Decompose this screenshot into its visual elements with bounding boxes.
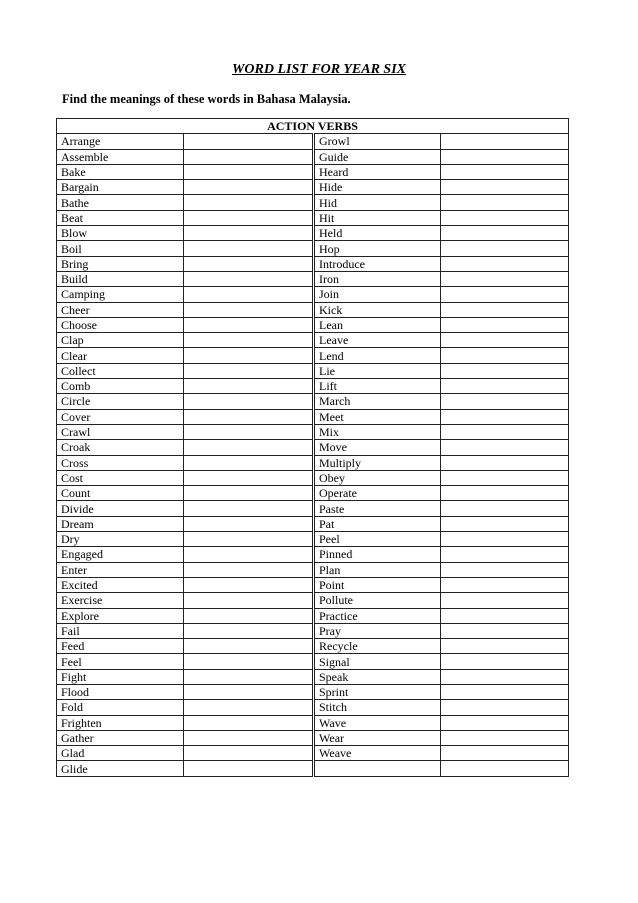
- table-row: [57, 271, 569, 286]
- right-meaning-cell: [441, 654, 569, 669]
- right-word-cell: Held: [314, 226, 441, 241]
- left-meaning-cell: [184, 486, 314, 501]
- right-meaning-cell: [441, 302, 569, 317]
- table-row: [57, 501, 569, 516]
- left-meaning-cell: [184, 379, 314, 394]
- left-meaning-cell: [184, 424, 314, 439]
- left-word-cell: Clap: [57, 333, 184, 348]
- right-meaning-cell: [441, 639, 569, 654]
- right-word-cell: Lean: [314, 317, 441, 332]
- table-row: [57, 333, 569, 348]
- right-meaning-cell: [441, 684, 569, 699]
- table-row: [57, 684, 569, 699]
- table-row: [57, 654, 569, 669]
- right-meaning-cell: [441, 180, 569, 195]
- table-row: [57, 210, 569, 225]
- left-word-cell: Beat: [57, 210, 184, 225]
- right-meaning-cell: [441, 547, 569, 562]
- left-word-cell: Frighten: [57, 715, 184, 730]
- table-row: [57, 700, 569, 715]
- table-row: [57, 302, 569, 317]
- right-word-cell: Sprint: [314, 684, 441, 699]
- right-meaning-cell: [441, 287, 569, 302]
- left-meaning-cell: [184, 363, 314, 378]
- table-row: [57, 424, 569, 439]
- right-meaning-cell: [441, 195, 569, 210]
- right-word-cell: Recycle: [314, 639, 441, 654]
- left-meaning-cell: [184, 516, 314, 531]
- left-meaning-cell: [184, 164, 314, 179]
- right-word-cell: Lend: [314, 348, 441, 363]
- right-word-cell: Introduce: [314, 256, 441, 271]
- right-word-cell: Hop: [314, 241, 441, 256]
- right-meaning-cell: [441, 409, 569, 424]
- left-word-cell: Fail: [57, 623, 184, 638]
- left-word-cell: Clear: [57, 348, 184, 363]
- left-meaning-cell: [184, 470, 314, 485]
- left-word-cell: Camping: [57, 287, 184, 302]
- right-meaning-cell: [441, 271, 569, 286]
- table-row: [57, 547, 569, 562]
- left-meaning-cell: [184, 440, 314, 455]
- table-row: [57, 470, 569, 485]
- table-row: [57, 348, 569, 363]
- left-meaning-cell: [184, 715, 314, 730]
- right-word-cell: Hide: [314, 180, 441, 195]
- right-word-cell: Iron: [314, 271, 441, 286]
- left-word-cell: Exercise: [57, 593, 184, 608]
- left-word-cell: Choose: [57, 317, 184, 332]
- right-meaning-cell: [441, 486, 569, 501]
- left-meaning-cell: [184, 684, 314, 699]
- right-word-cell: March: [314, 394, 441, 409]
- table-row: [57, 180, 569, 195]
- table-row: [57, 241, 569, 256]
- right-word-cell: Meet: [314, 409, 441, 424]
- right-meaning-cell: [441, 348, 569, 363]
- right-word-cell: Practice: [314, 608, 441, 623]
- right-word-cell: Heard: [314, 164, 441, 179]
- left-word-cell: Excited: [57, 577, 184, 592]
- right-word-cell: Pray: [314, 623, 441, 638]
- right-meaning-cell: [441, 623, 569, 638]
- right-meaning-cell: [441, 669, 569, 684]
- left-word-cell: Assemble: [57, 149, 184, 164]
- right-meaning-cell: [441, 440, 569, 455]
- right-word-cell: Wave: [314, 715, 441, 730]
- table-row: [57, 149, 569, 164]
- left-word-cell: Fight: [57, 669, 184, 684]
- left-word-cell: Croak: [57, 440, 184, 455]
- left-meaning-cell: [184, 608, 314, 623]
- table-row: [57, 486, 569, 501]
- left-word-cell: Build: [57, 271, 184, 286]
- left-word-cell: Comb: [57, 379, 184, 394]
- table-row: [57, 164, 569, 179]
- left-meaning-cell: [184, 226, 314, 241]
- left-meaning-cell: [184, 394, 314, 409]
- right-meaning-cell: [441, 715, 569, 730]
- left-meaning-cell: [184, 547, 314, 562]
- word-rows: [57, 134, 569, 776]
- left-word-cell: Blow: [57, 226, 184, 241]
- left-meaning-cell: [184, 501, 314, 516]
- right-meaning-cell: [441, 761, 569, 776]
- left-word-cell: Circle: [57, 394, 184, 409]
- left-word-cell: Cover: [57, 409, 184, 424]
- left-word-cell: Explore: [57, 608, 184, 623]
- left-meaning-cell: [184, 195, 314, 210]
- table-row: [57, 562, 569, 577]
- table-row: [57, 134, 569, 149]
- right-word-cell: Growl: [314, 134, 441, 149]
- left-meaning-cell: [184, 409, 314, 424]
- right-word-cell: Obey: [314, 470, 441, 485]
- left-word-cell: Crawl: [57, 424, 184, 439]
- right-meaning-cell: [441, 608, 569, 623]
- right-meaning-cell: [441, 746, 569, 761]
- table-row: [57, 379, 569, 394]
- table-row: [57, 317, 569, 332]
- left-meaning-cell: [184, 348, 314, 363]
- left-meaning-cell: [184, 746, 314, 761]
- left-meaning-cell: [184, 562, 314, 577]
- right-word-cell: Join: [314, 287, 441, 302]
- table-row: [57, 639, 569, 654]
- left-word-cell: Glad: [57, 746, 184, 761]
- left-word-cell: Arrange: [57, 134, 184, 149]
- right-word-cell: Hid: [314, 195, 441, 210]
- left-meaning-cell: [184, 639, 314, 654]
- right-word-cell: Guide: [314, 149, 441, 164]
- left-word-cell: Collect: [57, 363, 184, 378]
- left-meaning-cell: [184, 532, 314, 547]
- left-meaning-cell: [184, 302, 314, 317]
- table-row: [57, 730, 569, 745]
- left-meaning-cell: [184, 134, 314, 149]
- right-meaning-cell: [441, 226, 569, 241]
- left-meaning-cell: [184, 180, 314, 195]
- left-word-cell: Fold: [57, 700, 184, 715]
- right-word-cell: Multiply: [314, 455, 441, 470]
- right-meaning-cell: [441, 730, 569, 745]
- left-word-cell: Dry: [57, 532, 184, 547]
- table-row: [57, 608, 569, 623]
- page-title: WORD LIST FOR YEAR SIX: [231, 62, 406, 77]
- left-meaning-cell: [184, 700, 314, 715]
- left-word-cell: Gather: [57, 730, 184, 745]
- table-row: [57, 669, 569, 684]
- table-header: ACTION VERBS: [57, 119, 569, 134]
- right-meaning-cell: [441, 256, 569, 271]
- left-meaning-cell: [184, 577, 314, 592]
- right-meaning-cell: [441, 470, 569, 485]
- table-row: [57, 746, 569, 761]
- table-row: [57, 195, 569, 210]
- left-word-cell: Feed: [57, 639, 184, 654]
- left-meaning-cell: [184, 654, 314, 669]
- table-row: [57, 226, 569, 241]
- table-row: [57, 287, 569, 302]
- left-meaning-cell: [184, 210, 314, 225]
- table-row: [57, 761, 569, 776]
- left-word-cell: Enter: [57, 562, 184, 577]
- left-word-cell: Bargain: [57, 180, 184, 195]
- right-meaning-cell: [441, 149, 569, 164]
- right-meaning-cell: [441, 593, 569, 608]
- table-row: [57, 394, 569, 409]
- right-word-cell: Lie: [314, 363, 441, 378]
- table-row: [57, 516, 569, 531]
- word-table: [56, 118, 569, 777]
- table-row: [57, 715, 569, 730]
- left-meaning-cell: [184, 455, 314, 470]
- left-word-cell: Divide: [57, 501, 184, 516]
- table-row: [57, 409, 569, 424]
- right-word-cell: Weave: [314, 746, 441, 761]
- table-row: [57, 455, 569, 470]
- right-word-cell: Stitch: [314, 700, 441, 715]
- right-word-cell: Hit: [314, 210, 441, 225]
- left-meaning-cell: [184, 593, 314, 608]
- left-word-cell: Bathe: [57, 195, 184, 210]
- right-meaning-cell: [441, 241, 569, 256]
- right-meaning-cell: [441, 134, 569, 149]
- right-word-cell: Pinned: [314, 547, 441, 562]
- right-word-cell: Mix: [314, 424, 441, 439]
- left-meaning-cell: [184, 623, 314, 638]
- left-meaning-cell: [184, 287, 314, 302]
- left-word-cell: Bring: [57, 256, 184, 271]
- right-word-cell: Operate: [314, 486, 441, 501]
- left-word-cell: Cost: [57, 470, 184, 485]
- right-meaning-cell: [441, 333, 569, 348]
- left-meaning-cell: [184, 317, 314, 332]
- right-meaning-cell: [441, 562, 569, 577]
- left-word-cell: Glide: [57, 761, 184, 776]
- left-meaning-cell: [184, 271, 314, 286]
- right-meaning-cell: [441, 577, 569, 592]
- table-row: [57, 256, 569, 271]
- left-meaning-cell: [184, 761, 314, 776]
- right-meaning-cell: [441, 210, 569, 225]
- left-word-cell: Dream: [57, 516, 184, 531]
- right-word-cell: [314, 761, 441, 776]
- right-meaning-cell: [441, 363, 569, 378]
- table-row: [57, 440, 569, 455]
- right-word-cell: Move: [314, 440, 441, 455]
- table-row: [57, 577, 569, 592]
- left-word-cell: Cross: [57, 455, 184, 470]
- left-word-cell: Cheer: [57, 302, 184, 317]
- table-row: [57, 532, 569, 547]
- right-meaning-cell: [441, 516, 569, 531]
- table-row: [57, 593, 569, 608]
- right-meaning-cell: [441, 164, 569, 179]
- right-meaning-cell: [441, 501, 569, 516]
- left-meaning-cell: [184, 333, 314, 348]
- right-meaning-cell: [441, 394, 569, 409]
- table-row: [57, 623, 569, 638]
- right-word-cell: Point: [314, 577, 441, 592]
- left-meaning-cell: [184, 256, 314, 271]
- right-meaning-cell: [441, 379, 569, 394]
- left-word-cell: Flood: [57, 684, 184, 699]
- left-word-cell: Bake: [57, 164, 184, 179]
- right-word-cell: Pollute: [314, 593, 441, 608]
- right-word-cell: Signal: [314, 654, 441, 669]
- right-word-cell: Plan: [314, 562, 441, 577]
- right-meaning-cell: [441, 424, 569, 439]
- left-word-cell: Boil: [57, 241, 184, 256]
- left-word-cell: Feel: [57, 654, 184, 669]
- right-meaning-cell: [441, 455, 569, 470]
- left-meaning-cell: [184, 241, 314, 256]
- right-meaning-cell: [441, 317, 569, 332]
- right-word-cell: Wear: [314, 730, 441, 745]
- right-word-cell: Leave: [314, 333, 441, 348]
- table-row: [57, 363, 569, 378]
- right-word-cell: Peel: [314, 532, 441, 547]
- right-word-cell: Paste: [314, 501, 441, 516]
- left-meaning-cell: [184, 669, 314, 684]
- left-meaning-cell: [184, 149, 314, 164]
- left-word-cell: Count: [57, 486, 184, 501]
- right-meaning-cell: [441, 700, 569, 715]
- right-word-cell: Pat: [314, 516, 441, 531]
- right-meaning-cell: [441, 532, 569, 547]
- right-word-cell: Kick: [314, 302, 441, 317]
- left-word-cell: Engaged: [57, 547, 184, 562]
- instruction-text: Find the meanings of these words in Bahasa Malaysia.: [62, 92, 351, 106]
- table-header-row: [57, 119, 569, 134]
- right-word-cell: Lift: [314, 379, 441, 394]
- right-word-cell: Speak: [314, 669, 441, 684]
- left-meaning-cell: [184, 730, 314, 745]
